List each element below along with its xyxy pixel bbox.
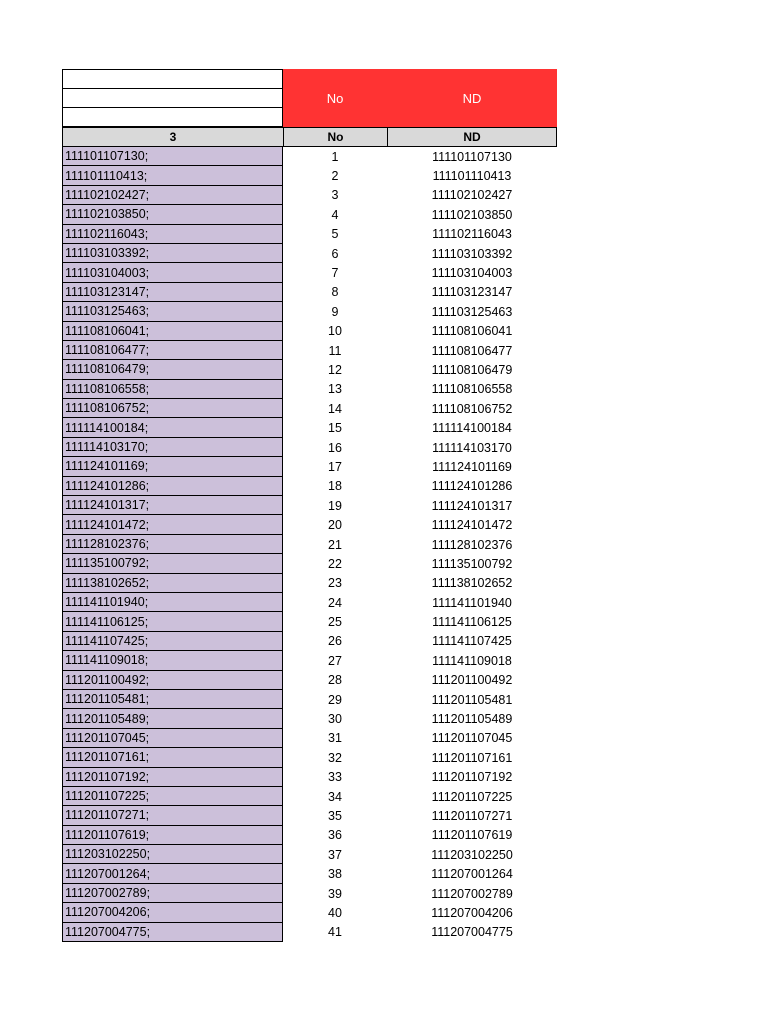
- cell-no[interactable]: 26: [328, 634, 342, 649]
- cell-nd[interactable]: 111114103170: [432, 440, 512, 455]
- column-header-row: [62, 127, 557, 147]
- column-header-a[interactable]: 3: [62, 127, 283, 147]
- cell-no[interactable]: 1: [331, 149, 339, 164]
- cell-code-list[interactable]: 111101107130;: [62, 147, 283, 166]
- cell-nd[interactable]: 111101110413: [432, 169, 512, 184]
- table-row: [62, 787, 557, 806]
- cell-no[interactable]: 9: [331, 304, 339, 319]
- table-row: [62, 535, 557, 554]
- spreadsheet: [62, 69, 557, 942]
- cell-nd[interactable]: 111201107271: [431, 808, 513, 823]
- table-row: [62, 864, 557, 883]
- table-row: [62, 690, 557, 709]
- cell-no[interactable]: 36: [328, 828, 342, 843]
- cell-no[interactable]: 12: [328, 362, 342, 377]
- cell-nd[interactable]: 111124101286: [431, 479, 513, 494]
- cell-no[interactable]: 6: [331, 246, 339, 261]
- cell-nd[interactable]: 111103103392: [431, 246, 513, 261]
- cell-code-list[interactable]: 111103103392;: [62, 244, 283, 263]
- table-row: [62, 477, 557, 496]
- cell-no[interactable]: 10: [328, 324, 342, 339]
- table-row: [62, 748, 557, 767]
- table-row: [62, 593, 557, 612]
- cell-no[interactable]: 16: [328, 440, 342, 455]
- table-row: [62, 205, 557, 224]
- blank-cell-3[interactable]: [62, 107, 283, 127]
- cell-code-list[interactable]: 111207004206;: [62, 903, 283, 922]
- cell-nd[interactable]: 111108106041: [431, 324, 513, 339]
- cell-nd[interactable]: 111128102376: [431, 537, 513, 552]
- cell-no[interactable]: 19: [328, 498, 342, 513]
- red-header-band: [283, 69, 557, 127]
- top-header-block: [62, 69, 557, 127]
- cell-no[interactable]: 14: [328, 401, 342, 416]
- cell-nd[interactable]: 111207004206: [431, 905, 513, 920]
- cell-nd[interactable]: 111102103850: [431, 207, 513, 222]
- cell-nd[interactable]: 111114100184: [432, 421, 512, 436]
- blank-cell-1[interactable]: [62, 69, 283, 88]
- table-row: [62, 225, 557, 244]
- cell-code-list[interactable]: 111102102427;: [62, 186, 283, 205]
- cell-nd[interactable]: 111201107619: [431, 828, 513, 843]
- table-row: [62, 147, 557, 166]
- table-row: [62, 418, 557, 437]
- cell-code-list[interactable]: 111201107619;: [62, 826, 283, 845]
- cell-nd[interactable]: 111103104003: [431, 266, 513, 281]
- table-row: [62, 360, 557, 379]
- data-rows: [62, 147, 557, 942]
- cell-code-list[interactable]: 111124101317;: [62, 496, 283, 515]
- table-row: [62, 884, 557, 903]
- cell-nd[interactable]: 111201105489: [431, 712, 513, 727]
- cell-code-list[interactable]: 111201105481;: [62, 690, 283, 709]
- blank-cell-stack: [62, 69, 283, 127]
- cell-code-list[interactable]: 111207004775;: [62, 923, 283, 942]
- table-row: [62, 612, 557, 631]
- cell-no[interactable]: 40: [328, 905, 342, 920]
- cell-code-list[interactable]: 111141101940;: [62, 593, 283, 612]
- cell-nd[interactable]: 111201107192: [431, 770, 513, 785]
- column-header-no[interactable]: No: [283, 127, 387, 147]
- cell-nd[interactable]: 111201100492: [431, 673, 513, 688]
- table-row: [62, 826, 557, 845]
- cell-code-list[interactable]: 111102116043;: [62, 225, 283, 244]
- cell-no[interactable]: 21: [328, 537, 342, 552]
- band-no-label[interactable]: No: [326, 90, 344, 106]
- cell-code-list[interactable]: 111124101286;: [62, 477, 283, 496]
- cell-no[interactable]: 18: [328, 479, 342, 494]
- table-row: [62, 845, 557, 864]
- cell-no[interactable]: 41: [328, 925, 342, 940]
- cell-code-list[interactable]: 111108106477;: [62, 341, 283, 360]
- cell-code-list[interactable]: 111124101169;: [62, 457, 283, 476]
- cell-nd[interactable]: 111141106125: [432, 615, 512, 630]
- cell-nd[interactable]: 111141107425: [432, 634, 512, 649]
- cell-no[interactable]: 11: [328, 343, 342, 358]
- table-row: [62, 671, 557, 690]
- table-row: [62, 186, 557, 205]
- cell-code-list[interactable]: 111101110413;: [62, 166, 283, 185]
- cell-nd[interactable]: 111102102427: [431, 188, 513, 203]
- table-row: [62, 729, 557, 748]
- cell-no[interactable]: 17: [328, 459, 342, 474]
- table-row: [62, 380, 557, 399]
- cell-no[interactable]: 3: [331, 188, 339, 203]
- cell-code-list[interactable]: 111201100492;: [62, 671, 283, 690]
- table-row: [62, 923, 557, 942]
- cell-no[interactable]: 24: [328, 595, 342, 610]
- cell-nd[interactable]: 111141101940: [432, 595, 512, 610]
- cell-no[interactable]: 25: [328, 615, 342, 630]
- cell-code-list[interactable]: 111135100792;: [62, 554, 283, 573]
- cell-code-list[interactable]: 111207001264;: [62, 864, 283, 883]
- cell-code-list[interactable]: 111201107225;: [62, 787, 283, 806]
- table-row: [62, 244, 557, 263]
- cell-code-list[interactable]: 111103125463;: [62, 302, 283, 321]
- cell-no[interactable]: 29: [328, 692, 342, 707]
- cell-code-list[interactable]: 111108106752;: [62, 399, 283, 418]
- cell-code-list[interactable]: 111201107192;: [62, 768, 283, 787]
- cell-no[interactable]: 7: [331, 266, 339, 281]
- cell-no[interactable]: 15: [328, 421, 342, 436]
- cell-no[interactable]: 33: [328, 770, 342, 785]
- cell-nd[interactable]: 111201107045: [431, 731, 513, 746]
- cell-code-list[interactable]: 111108106558;: [62, 380, 283, 399]
- table-row: [62, 283, 557, 302]
- cell-no[interactable]: 8: [331, 285, 339, 300]
- cell-code-list[interactable]: 111128102376;: [62, 535, 283, 554]
- cell-nd[interactable]: 111203102250: [431, 847, 513, 862]
- table-row: [62, 302, 557, 321]
- cell-no[interactable]: 30: [328, 712, 342, 727]
- table-row: [62, 554, 557, 573]
- table-row: [62, 263, 557, 282]
- cell-no[interactable]: 22: [328, 556, 342, 571]
- table-row: [62, 709, 557, 728]
- cell-nd[interactable]: 111207001264: [431, 867, 513, 882]
- table-row: [62, 806, 557, 825]
- cell-code-list[interactable]: 111201105489;: [62, 709, 283, 728]
- cell-code-list[interactable]: 111138102652;: [62, 574, 283, 593]
- cell-nd[interactable]: 111138102652: [431, 576, 513, 591]
- table-row: [62, 457, 557, 476]
- cell-no[interactable]: 27: [328, 653, 342, 668]
- table-row: [62, 438, 557, 457]
- cell-code-list[interactable]: 111114103170;: [62, 438, 283, 457]
- cell-nd[interactable]: 111135100792: [431, 556, 513, 571]
- cell-code-list[interactable]: 111207002789;: [62, 884, 283, 903]
- cell-code-list[interactable]: 111108106479;: [62, 360, 283, 379]
- cell-no[interactable]: 2: [331, 169, 339, 184]
- cell-code-list[interactable]: 111201107161;: [62, 748, 283, 767]
- cell-code-list[interactable]: 111141107425;: [62, 632, 283, 651]
- cell-no[interactable]: 20: [328, 518, 342, 533]
- table-row: [62, 496, 557, 515]
- table-row: [62, 632, 557, 651]
- cell-nd[interactable]: 111102116043: [432, 227, 512, 242]
- cell-code-list[interactable]: 111124101472;: [62, 515, 283, 534]
- cell-code-list[interactable]: 111114100184;: [62, 418, 283, 437]
- cell-nd[interactable]: 111201107225: [431, 789, 513, 804]
- column-header-nd[interactable]: ND: [387, 127, 557, 147]
- table-row: [62, 399, 557, 418]
- cell-code-list[interactable]: 111103104003;: [62, 263, 283, 282]
- cell-no[interactable]: 34: [328, 789, 342, 804]
- cell-nd[interactable]: 111108106477: [431, 343, 513, 358]
- cell-nd[interactable]: 111141109018: [432, 653, 512, 668]
- cell-no[interactable]: 28: [328, 673, 342, 688]
- cell-code-list[interactable]: 111102103850;: [62, 205, 283, 224]
- cell-code-list[interactable]: 111201107045;: [62, 729, 283, 748]
- cell-nd[interactable]: 111108106752: [431, 401, 513, 416]
- table-row: [62, 515, 557, 534]
- cell-no[interactable]: 39: [328, 886, 342, 901]
- blank-cell-2[interactable]: [62, 88, 283, 107]
- cell-code-list[interactable]: 111201107271;: [62, 806, 283, 825]
- band-nd-label[interactable]: ND: [462, 90, 482, 106]
- cell-nd[interactable]: 111124101472: [431, 518, 513, 533]
- cell-nd[interactable]: 111201107161: [431, 750, 513, 765]
- table-row: [62, 768, 557, 787]
- cell-no[interactable]: 23: [328, 576, 342, 591]
- cell-no[interactable]: 5: [331, 227, 339, 242]
- cell-nd[interactable]: 111103125463: [431, 304, 513, 319]
- table-row: [62, 322, 557, 341]
- table-row: [62, 341, 557, 360]
- table-row: [62, 651, 557, 670]
- cell-nd[interactable]: 111108106479: [431, 362, 513, 377]
- cell-code-list[interactable]: 111103123147;: [62, 283, 283, 302]
- cell-code-list[interactable]: 111108106041;: [62, 322, 283, 341]
- cell-code-list[interactable]: 111141109018;: [62, 651, 283, 670]
- table-row: [62, 903, 557, 922]
- cell-nd[interactable]: 111207002789: [431, 886, 513, 901]
- cell-nd[interactable]: 111101107130: [432, 149, 512, 164]
- cell-nd[interactable]: 111108106558: [431, 382, 513, 397]
- cell-no[interactable]: 4: [331, 207, 339, 222]
- cell-code-list[interactable]: 111141106125;: [62, 612, 283, 631]
- cell-no[interactable]: 37: [328, 847, 342, 862]
- cell-nd[interactable]: 111124101317: [431, 498, 513, 513]
- cell-no[interactable]: 13: [328, 382, 342, 397]
- cell-no[interactable]: 31: [328, 731, 342, 746]
- cell-nd[interactable]: 111103123147: [431, 285, 513, 300]
- cell-no[interactable]: 35: [328, 808, 342, 823]
- cell-no[interactable]: 38: [328, 867, 342, 882]
- table-row: [62, 166, 557, 185]
- cell-code-list[interactable]: 111203102250;: [62, 845, 283, 864]
- cell-no[interactable]: 32: [328, 750, 342, 765]
- cell-nd[interactable]: 111201105481: [431, 692, 513, 707]
- cell-nd[interactable]: 111124101169: [432, 459, 512, 474]
- cell-nd[interactable]: 111207004775: [431, 925, 513, 940]
- table-row: [62, 574, 557, 593]
